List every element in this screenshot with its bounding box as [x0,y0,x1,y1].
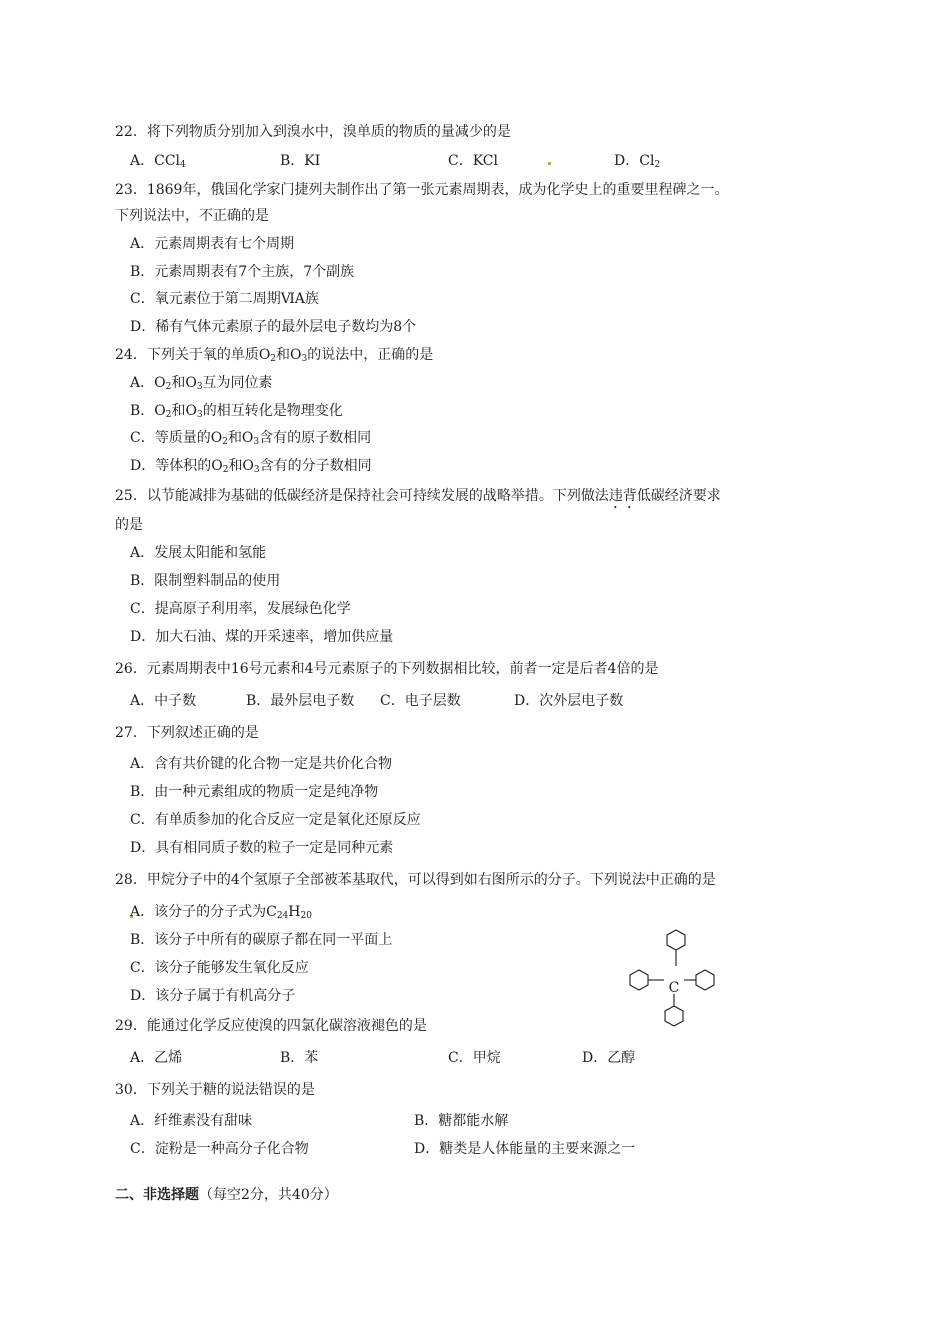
q30-option-b: B．糖都能水解 [414,1113,509,1129]
q26-option-a: A．中子数 [130,693,197,709]
q27-option-d: D．具有相同质子数的粒子一定是同种元素 [130,840,394,856]
q22-option-c: C．KCl [448,153,498,169]
q26-option-b: B．最外层电子数 [246,693,355,709]
q25-option-d: D．加大石油、煤的开采速率，增加供应量 [130,629,394,645]
q25-option-b: B．限制塑料制品的使用 [130,573,281,589]
q26-option-c: C．电子层数 [380,693,461,709]
q25-stem-line1: 25．以节能减排为基础的低碳经济是保持社会可持续发展的战略举措。下列做法违背低碳经济要求 [115,488,721,504]
q22-stem: 22．将下列物质分别加入到溴水中，溴单质的物质的量减少的是 [115,124,511,140]
q30-option-a: A．纤维素没有甜味 [130,1113,253,1129]
q28-stem: 28．甲烷分子中的4个氢原子全部被苯基取代，可以得到如右图所示的分子。下列说法中正确的是 [115,872,716,888]
q28-option-b: B．该分子中所有的碳原子都在同一平面上 [130,932,393,948]
phenyl-ring-left [630,970,648,990]
q24-option-d: D．等体积的$O_2$和$O_3$含有的分子数相同 [130,458,372,475]
q26-stem: 26．元素周期表中16号元素和4号元素原子的下列数据相比较，前者一定是后者4倍的是 [115,661,659,677]
q23-stem-line2: 下列说法中，不正确的是 [115,208,269,224]
q29-option-c: C．甲烷 [448,1050,501,1066]
q24-option-b: B．$O_2$和$O_3$的相互转化是物理变化 [130,403,343,420]
emphasis-word: 违背 [608,488,637,504]
q24-option-a: A．$O_2$和$O_3$互为同位素 [130,375,273,392]
q30-stem: 30．下列关于糖的说法错误的是 [115,1082,315,1098]
q30-option-c: C．淀粉是一种高分子化合物 [130,1141,309,1157]
phenyl-ring-right [696,970,714,990]
q26-option-d: D．次外层电子数 [514,693,624,709]
q23-option-b: B．元素周期表有7个主族，7个副族 [130,264,355,280]
q27-stem: 27．下列叙述正确的是 [115,725,259,741]
q29-option-a: A．乙烯 [130,1050,183,1066]
q25-option-a: A．发展太阳能和氢能 [130,545,267,561]
q27-option-c: C．有单质参加的化合反应一定是氧化还原反应 [130,812,421,828]
q23-option-d: D．稀有气体元素原子的最外层电子数均为8个 [130,319,417,335]
center-carbon-label: C [668,980,680,996]
tetraphenylmethane-figure [626,928,726,1032]
q29-option-d: D．乙醇 [582,1050,636,1066]
scan-mark [548,162,551,165]
q23-stem-line1: 23．1869年，俄国化学家门捷列夫制作出了第一张元素周期表，成为化学史上的重要里程碑之一。 [115,182,729,198]
q22-option-b: B．KI [280,153,321,169]
phenyl-ring-bottom [665,1006,683,1026]
q28-option-c: C．该分子能够发生氧化反应 [130,960,309,976]
q24-option-c: C．等质量的$O_2$和$O_3$含有的原子数相同 [130,430,372,447]
q28-option-a: A．该分子的分子式为$C_{24}H_{20}$ [130,904,312,921]
q25-option-c: C．提高原子利用率，发展绿色化学 [130,601,351,617]
q29-stem: 29．能通过化学反应使溴的四氯化碳溶液褪色的是 [115,1018,427,1034]
phenyl-ring-top [667,930,685,950]
section2-heading: 二、非选择题（每空2分，共40分） [115,1187,338,1203]
q29-option-b: B．苯 [280,1050,319,1066]
q30-option-d: D．糖类是人体能量的主要来源之一 [414,1141,636,1157]
q27-option-a: A．含有共价键的化合物一定是共价化合物 [130,756,393,772]
q27-option-b: B．由一种元素组成的物质一定是纯净物 [130,784,379,800]
q28-option-d: D．该分子属于有机高分子 [130,988,296,1004]
q22-option-d: D．$Cl_2$ [614,153,661,170]
q25-stem-line2: 的是 [115,517,143,533]
q24-stem: 24．下列关于氧的单质$O_2$和$O_3$的说法中，正确的是 [115,347,434,364]
q23-option-c: C．氧元素位于第二周期ⅥA族 [130,291,319,307]
q22-option-a: A．CCl$_4$ [130,153,186,170]
q23-option-a: A．元素周期表有七个周期 [130,236,295,252]
